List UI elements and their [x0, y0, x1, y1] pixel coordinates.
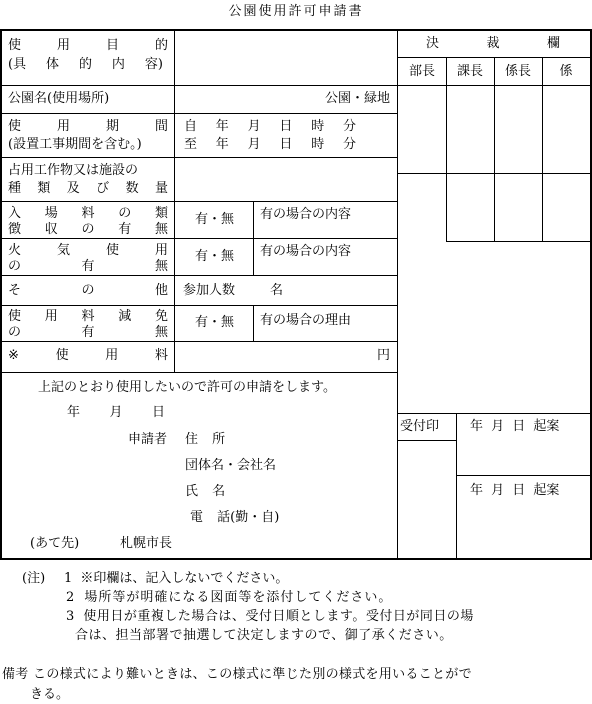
admission-detail[interactable]: 有の場合の内容	[260, 207, 352, 222]
application-date[interactable]: 年 月 日	[67, 405, 165, 420]
park-name-value[interactable]: 公園・緑地	[324, 91, 390, 106]
period-label: 使 用 期 間	[8, 119, 168, 134]
fire-label: 火 気 使 用	[8, 243, 168, 258]
exemption-sublabel: の 有 無	[8, 325, 168, 340]
approval-role-kacho: 課長	[456, 64, 483, 79]
org-label: 団体名・会社名	[185, 458, 277, 473]
other-label: そ の 他	[8, 283, 168, 298]
facilities-sublabel: 種 類 及 び 数 量	[8, 181, 168, 196]
facilities-label: 占用工作物又は施設の	[8, 163, 139, 178]
fee-unit: 円	[376, 348, 390, 363]
purpose-label: 使 用 目 的	[8, 38, 168, 53]
fire-detail[interactable]: 有の場合の内容	[260, 244, 352, 259]
notes-prefix: (注)	[22, 571, 46, 586]
addressee-label: (あて先)	[30, 536, 80, 551]
admission-sublabel: 徴 収 の 有 無	[8, 222, 168, 237]
exemption-label: 使 用 料 減 免	[8, 309, 168, 324]
admission-choice[interactable]: 有・無	[194, 212, 234, 227]
remark-line-2: きる。	[30, 687, 70, 702]
name-label: 氏 名	[185, 484, 226, 499]
park-name-label: 公園名(使用場所)	[8, 91, 110, 106]
application-statement: 上記のとおり使用したいので許可の申請をします。	[38, 380, 336, 395]
exemption-choice[interactable]: 有・無	[194, 315, 234, 330]
purpose-sublabel: (具 体 的 内 容)	[8, 57, 163, 72]
approval-role-kakaricho: 係長	[504, 64, 531, 79]
approval-role-bucho: 部長	[408, 64, 435, 79]
facilities-field[interactable]	[176, 159, 395, 200]
exemption-detail[interactable]: 有の場合の理由	[260, 313, 352, 328]
participants-label: 参加人数	[183, 283, 236, 298]
note-2: 2 場所等が明確になる図面等を添付してください。	[66, 590, 393, 605]
drafted-date-2[interactable]: 年 月 日 起案	[470, 483, 560, 498]
fire-choice[interactable]: 有・無	[194, 249, 234, 264]
reception-stamp-label: 受付印	[400, 419, 440, 434]
period-to[interactable]: 至 年 月 日 時 分	[184, 137, 356, 152]
participants-unit: 名	[270, 283, 284, 298]
note-3-cont: 合は、担当部署で抽選して決定しますので、御了承ください。	[75, 628, 453, 643]
approval-role-kakari: 係	[559, 64, 573, 79]
purpose-field[interactable]	[176, 31, 395, 84]
approval-header: 決 裁 欄	[426, 36, 560, 51]
page-title: 公園使用許可申請書	[228, 4, 364, 19]
mayor-label: 札幌市長	[120, 536, 173, 551]
phone-label: 電 話(勤・自)	[190, 510, 280, 525]
period-from[interactable]: 自 年 月 日 時 分	[184, 119, 356, 134]
admission-label: 入 場 料 の 類	[8, 206, 168, 221]
fee-label: ※ 使 用 料	[8, 348, 168, 363]
address-label: 住 所	[185, 432, 226, 447]
fire-sublabel: の 有 無	[8, 259, 168, 274]
period-sublabel: (設置工事期間を含む。)	[8, 137, 142, 152]
note-3: 3 使用日が重複した場合は、受付日順とします。受付日が同日の場	[66, 609, 474, 624]
drafted-date-1[interactable]: 年 月 日 起案	[470, 419, 560, 434]
remark-line-1: 備考 この様式により難いときは、この様式に準じた別の様式を用いることがで	[2, 667, 472, 682]
note-1: 1 ※印欄は、記入しないでください。	[64, 571, 289, 586]
applicant-label: 申請者	[128, 432, 168, 447]
